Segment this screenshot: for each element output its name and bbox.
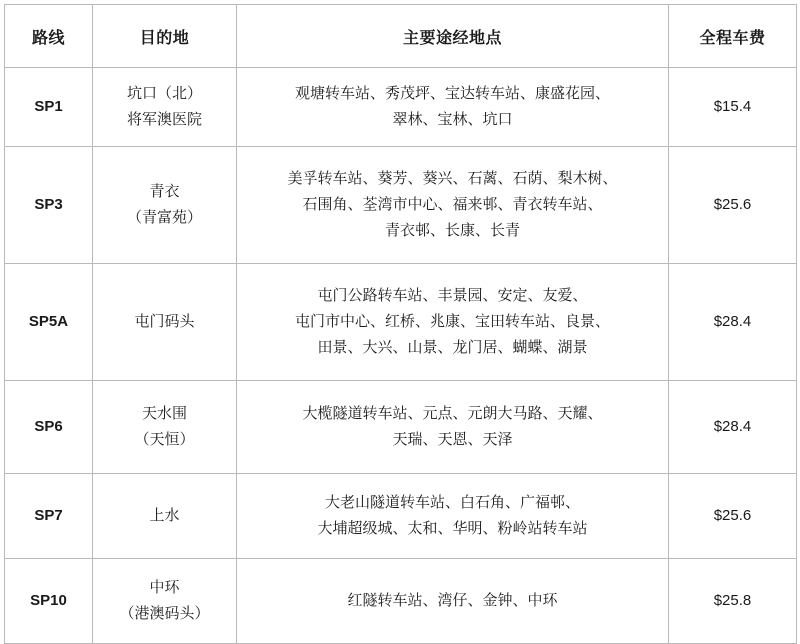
cell-stops	[237, 147, 669, 264]
cell-destination	[93, 559, 237, 644]
cell-route: SP1	[5, 68, 93, 147]
destination-line: 上水	[149, 506, 180, 524]
column-header-stops: 主要途经地点	[237, 5, 669, 68]
cell-stops	[237, 381, 669, 474]
table-header-row	[5, 5, 797, 68]
destination-line: 中环	[149, 578, 180, 596]
stops-line: 屯门公路转车站、丰景园、安定、友爱、	[317, 286, 588, 304]
cell-route: SP7	[5, 474, 93, 559]
stops-line: 大老山隧道转车站、白石角、广福邨、	[324, 493, 580, 511]
cell-stops	[237, 264, 669, 381]
stops-line: 观塘转车站、秀茂坪、宝达转车站、康盛花园、	[294, 84, 610, 102]
destination-line: 天水围	[141, 404, 187, 422]
cell-fare: $25.6	[669, 147, 797, 264]
destination-line: 青衣	[149, 182, 180, 200]
destination-line: （港澳码头）	[119, 605, 210, 622]
cell-stops	[237, 68, 669, 147]
cell-destination	[93, 68, 237, 147]
stops-line: 大埔超级城、太和、华明、粉岭站转车站	[317, 520, 588, 537]
destination-line: 将军澳医院	[126, 111, 202, 128]
cell-fare: $28.4	[669, 381, 797, 474]
table-row	[5, 381, 797, 474]
table-row	[5, 474, 797, 559]
cell-destination	[93, 474, 237, 559]
cell-fare: $28.4	[669, 264, 797, 381]
destination-line: 坑口（北）	[126, 84, 202, 102]
column-header-route: 路线	[5, 5, 93, 68]
cell-route: SP10	[5, 559, 93, 644]
table-row	[5, 264, 797, 381]
destination-line: 屯门码头	[134, 312, 195, 330]
stops-line: 石围角、荃湾市中心、福来邨、青衣转车站、	[302, 195, 603, 213]
cell-route: SP3	[5, 147, 93, 264]
table-body	[5, 68, 797, 644]
route-fare-table	[4, 4, 797, 644]
destination-line: （天恒）	[134, 431, 195, 448]
stops-line: 大榄隧道转车站、元点、元朗大马路、天耀、	[302, 404, 603, 422]
cell-route: SP5A	[5, 264, 93, 381]
cell-fare: $25.8	[669, 559, 797, 644]
cell-destination	[93, 147, 237, 264]
cell-fare: $15.4	[669, 68, 797, 147]
column-header-destination: 目的地	[93, 5, 237, 68]
table-row	[5, 147, 797, 264]
column-header-fare: 全程车费	[669, 5, 797, 68]
stops-line: 天瑞、天恩、天泽	[392, 431, 513, 448]
table-row	[5, 559, 797, 644]
stops-line: 红隧转车站、湾仔、金钟、中环	[347, 591, 558, 609]
cell-destination	[93, 381, 237, 474]
cell-destination	[93, 264, 237, 381]
cell-stops	[237, 474, 669, 559]
stops-line: 青衣邨、长康、长青	[384, 222, 520, 240]
stops-line: 田景、大兴、山景、龙门居、蝴蝶、湖景	[317, 339, 588, 357]
cell-fare: $25.6	[669, 474, 797, 559]
destination-line: （青富苑）	[126, 209, 202, 226]
cell-route: SP6	[5, 381, 93, 474]
cell-stops	[237, 559, 669, 644]
stops-line: 屯门市中心、红桥、兆康、宝田转车站、良景、	[294, 312, 610, 330]
stops-line: 翠林、宝林、坑口	[392, 111, 513, 128]
table-header	[5, 5, 797, 68]
stops-line: 美孚转车站、葵芳、葵兴、石蓠、石荫、梨木树、	[287, 169, 618, 187]
table-row	[5, 68, 797, 147]
